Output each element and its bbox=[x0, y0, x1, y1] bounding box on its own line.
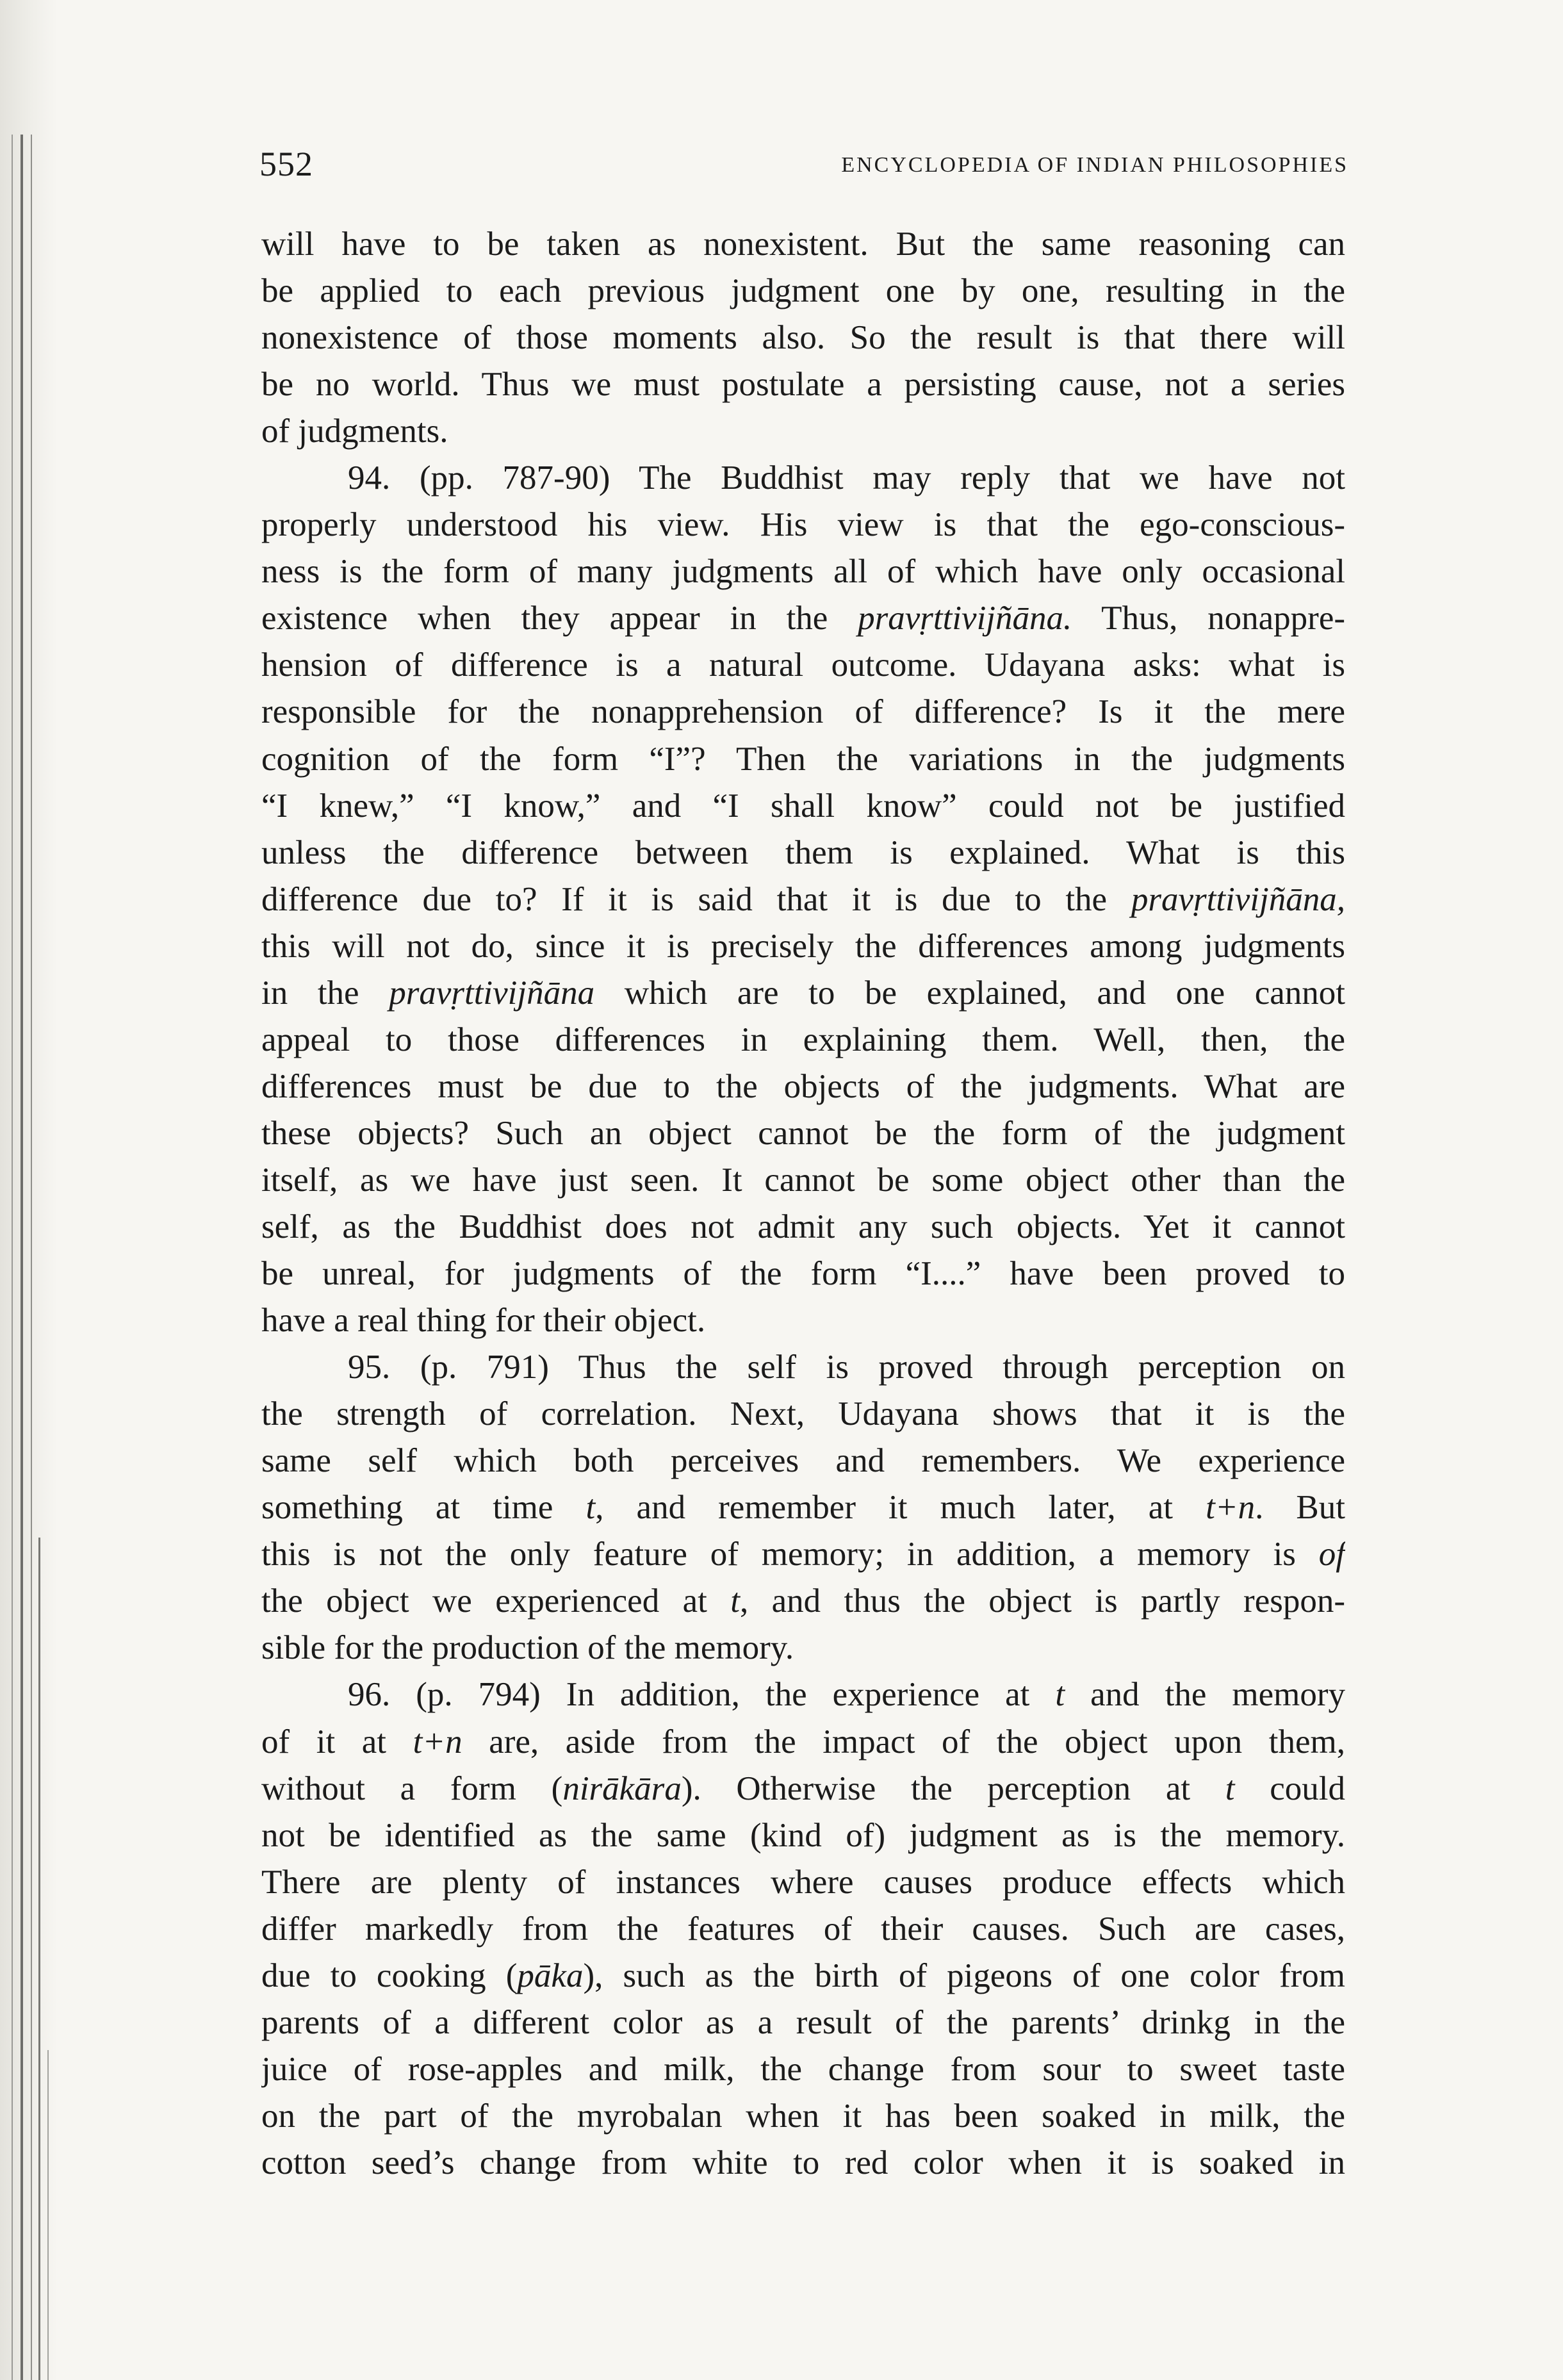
text-line bbox=[261, 1251, 1345, 1297]
text-line bbox=[261, 1344, 1345, 1391]
text-line bbox=[261, 1297, 1345, 1344]
text-run: and the memory bbox=[1065, 1676, 1345, 1714]
italic-term: pravṛttivijñāna bbox=[389, 974, 595, 1012]
binding-line bbox=[12, 135, 13, 2380]
italic-term: pāka bbox=[517, 1957, 584, 1994]
text-run: self, as the Buddhist does not admit any such objects. Yet it cannot bbox=[261, 1208, 1345, 1245]
text-run: “I knew,” “I know,” and “I shall know” could not be justified bbox=[261, 787, 1345, 825]
page-number: 552 bbox=[259, 145, 313, 183]
text-run: juice of rose-apples and milk, the change from sour to sweet taste bbox=[261, 2050, 1345, 2088]
text-line bbox=[261, 783, 1345, 830]
text-line bbox=[261, 268, 1345, 315]
text-line bbox=[261, 1531, 1345, 1578]
text-line bbox=[261, 1578, 1345, 1625]
text-run: could bbox=[1234, 1769, 1345, 1807]
text-run: cognition of the form “I”? Then the variations in the judgments bbox=[261, 740, 1345, 778]
body-text bbox=[261, 221, 1345, 2187]
text-run: cotton seed’s change from white to red color when it is soaked in bbox=[261, 2144, 1345, 2181]
text-run: differences must be due to the objects of the judgments. What are bbox=[261, 1067, 1345, 1105]
italic-term: t+n bbox=[1206, 1489, 1256, 1527]
text-run: properly understood his view. His view is that the ego-conscious- bbox=[261, 506, 1345, 544]
text-line bbox=[261, 689, 1345, 735]
italic-term: t bbox=[1225, 1769, 1235, 1807]
text-run: these objects? Such an object cannot be the form of the judgment bbox=[261, 1114, 1345, 1152]
running-head: ENCYCLOPEDIA OF INDIAN PHILOSOPHIES bbox=[841, 153, 1348, 177]
text-run: Thus, nonappre- bbox=[1072, 600, 1345, 637]
text-line bbox=[261, 1157, 1345, 1204]
text-line bbox=[261, 1812, 1345, 1859]
italic-term: pravṛttivijñāna. bbox=[858, 600, 1072, 637]
text-run: 96. (p. 794) In addition, the experience at bbox=[348, 1676, 1056, 1714]
binding-line bbox=[31, 135, 32, 2380]
text-line bbox=[261, 830, 1345, 876]
text-line bbox=[261, 221, 1345, 268]
text-run: not be identified as the same (kind of) judgment as is the memory. bbox=[261, 1816, 1345, 1854]
text-run: responsible for the nonapprehension of difference? Is it the mere bbox=[261, 693, 1345, 731]
text-line bbox=[261, 361, 1345, 408]
text-run: unless the difference between them is explained. What is this bbox=[261, 833, 1345, 871]
text-run: the strength of correlation. Next, Udayana shows that it is the bbox=[261, 1395, 1345, 1433]
text-line bbox=[261, 642, 1345, 689]
italic-term: t+n bbox=[413, 1723, 462, 1760]
text-run: due to cooking ( bbox=[261, 1957, 518, 1994]
text-run: without a form ( bbox=[261, 1769, 563, 1807]
text-run: parents of a different color as a result of the parents’ drinkg in the bbox=[261, 2003, 1345, 2041]
text-run: ), such as the birth of pigeons of one color from bbox=[583, 1957, 1345, 1994]
text-run: hension of difference is a natural outcome. Udayana asks: what is bbox=[261, 646, 1345, 684]
text-line bbox=[261, 1484, 1345, 1531]
binding-line bbox=[38, 1538, 40, 2380]
text-run: ness is the form of many judgments all of which have only occasional bbox=[261, 553, 1345, 591]
text-line bbox=[261, 408, 1345, 455]
text-run: differ markedly from the features of their causes. Such are cases, bbox=[261, 1910, 1345, 1948]
text-line bbox=[261, 2046, 1345, 2093]
italic-term: t bbox=[730, 1582, 740, 1620]
text-line bbox=[261, 1953, 1345, 1999]
text-line bbox=[261, 455, 1345, 502]
text-line bbox=[261, 1110, 1345, 1157]
text-run: the object we experienced at bbox=[261, 1582, 731, 1620]
text-run: sible for the production of the memory. bbox=[261, 1629, 794, 1667]
text-line bbox=[261, 736, 1345, 783]
italic-term: t bbox=[585, 1489, 596, 1527]
text-run: which are to be explained, and one cannot bbox=[594, 974, 1345, 1012]
text-line bbox=[261, 1063, 1345, 1110]
text-line bbox=[261, 2093, 1345, 2140]
text-run: . But bbox=[1255, 1489, 1345, 1527]
text-run: difference due to? If it is said that it is due to the bbox=[261, 880, 1131, 918]
text-run: of it at bbox=[261, 1723, 413, 1760]
text-run: nonexistence of those moments also. So the result is that there will bbox=[261, 319, 1345, 357]
text-line bbox=[261, 1906, 1345, 1953]
text-run: itself, as we have just seen. It cannot be some object other than the bbox=[261, 1161, 1345, 1199]
text-line bbox=[261, 923, 1345, 970]
text-run: in the bbox=[261, 974, 389, 1012]
text-run: same self which both perceives and remembers. We experience bbox=[261, 1442, 1345, 1480]
text-line bbox=[261, 1766, 1345, 1812]
text-line bbox=[261, 1999, 1345, 2046]
text-line bbox=[261, 595, 1345, 642]
text-run: this will not do, since it is precisely the differences among judgments bbox=[261, 927, 1345, 965]
text-line bbox=[261, 2140, 1345, 2187]
italic-term: of bbox=[1318, 1536, 1345, 1573]
binding-line bbox=[20, 135, 23, 2380]
italic-term: nirākāra bbox=[562, 1769, 682, 1807]
binding-line bbox=[47, 2050, 49, 2380]
text-line bbox=[261, 1859, 1345, 1906]
text-run: There are plenty of instances where causes produce effects which bbox=[261, 1863, 1345, 1901]
text-run: be applied to each previous judgment one by one, resulting in the bbox=[261, 272, 1345, 310]
text-run: 95. (p. 791) Thus the self is proved through perception on bbox=[348, 1349, 1345, 1386]
text-line bbox=[261, 1719, 1345, 1766]
text-run: have a real thing for their object. bbox=[261, 1302, 706, 1340]
text-line bbox=[261, 1391, 1345, 1438]
text-line bbox=[261, 1204, 1345, 1251]
italic-term: pravṛttivijñāna, bbox=[1131, 880, 1345, 918]
text-run: ). Otherwise the perception at bbox=[681, 1769, 1225, 1807]
text-run: this is not the only feature of memory; in addition, a memory is bbox=[261, 1536, 1319, 1573]
text-run: , and thus the object is partly respon- bbox=[739, 1582, 1345, 1620]
text-line bbox=[261, 1625, 1345, 1671]
text-run: on the part of the myrobalan when it has been soaked in milk, the bbox=[261, 2097, 1345, 2135]
text-run: something at time bbox=[261, 1489, 586, 1527]
text-run: 94. (pp. 787-90) The Buddhist may reply that we have not bbox=[348, 459, 1345, 497]
text-line bbox=[261, 1438, 1345, 1484]
page-header bbox=[259, 144, 1348, 195]
text-run: , and remember it much later, at bbox=[595, 1489, 1206, 1527]
text-line bbox=[261, 502, 1345, 548]
text-line bbox=[261, 876, 1345, 923]
text-line bbox=[261, 315, 1345, 361]
italic-term: t bbox=[1055, 1676, 1065, 1714]
text-line bbox=[261, 970, 1345, 1017]
text-run: are, aside from the impact of the object upon them, bbox=[462, 1723, 1345, 1760]
text-run: existence when they appear in the bbox=[261, 600, 858, 637]
text-line bbox=[261, 548, 1345, 595]
text-run: be unreal, for judgments of the form “I....” have been proved to bbox=[261, 1255, 1345, 1293]
text-run: be no world. Thus we must postulate a persisting cause, not a series bbox=[261, 366, 1345, 404]
text-line bbox=[261, 1671, 1345, 1718]
binding-edge bbox=[0, 0, 58, 2380]
text-run: of judgments. bbox=[261, 413, 448, 450]
text-run: appeal to those differences in explaining them. Well, then, the bbox=[261, 1021, 1345, 1058]
text-line bbox=[261, 1017, 1345, 1063]
text-run: will have to be taken as nonexistent. But the same reasoning can bbox=[261, 226, 1345, 263]
